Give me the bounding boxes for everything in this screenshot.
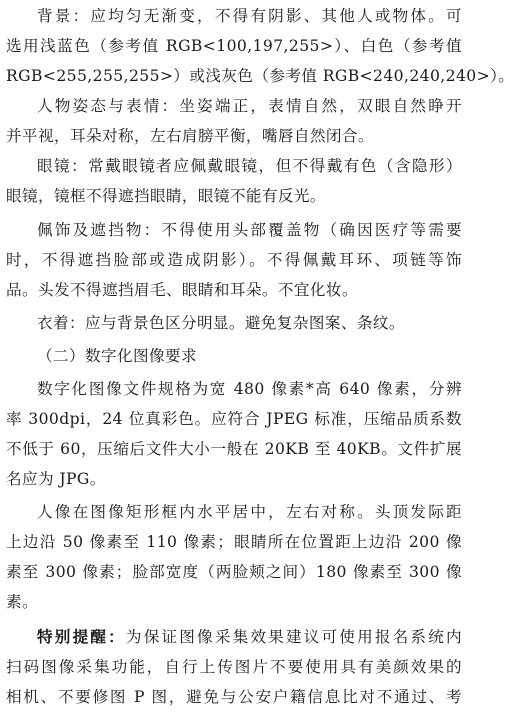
paragraph-posture-line-2: 并平视，耳朵对称，左右肩膀平衡，嘴唇自然闭合。	[6, 127, 374, 145]
paragraph-position-line-1: 人像在图像矩形框内水平居中，左右对称。头顶发际距	[37, 503, 462, 521]
section-heading-digital-image: （二）数字化图像要求	[37, 347, 197, 365]
paragraph-spec-line-4: 名应为 JPG。	[6, 470, 106, 488]
reminder-lead: 特别提醒：	[37, 627, 126, 646]
paragraph-posture-line-1: 人物姿态与表情：坐姿端正，表情自然，双眼自然睁开	[37, 97, 462, 115]
reminder-text: 为保证图像采集效果建议可使用报名系统内	[125, 628, 462, 646]
paragraph-spec-line-1: 数字化图像文件规格为宽 480 像素*高 640 像素，分辨	[37, 380, 462, 398]
paragraph-background-line-3: RGB<255,255,255>）或浅灰色（参考值 RGB<240,240,240>）。	[6, 67, 514, 85]
paragraph-spec-line-3: 不低于 60，压缩后文件大小一般在 20KB 至 40KB。文件扩展	[6, 440, 462, 458]
paragraph-glasses-line-2: 眼镜，镜框不得遮挡眼睛，眼镜不能有反光。	[6, 187, 326, 205]
paragraph-accessories-line-2: 时，不得遮挡脸部或造成阴影）。不得佩戴耳环、项链等饰	[6, 251, 462, 269]
paragraph-reminder-line-2: 扫码图像采集功能，自行上传图片不要使用具有美颜效果的	[6, 658, 462, 676]
paragraph-background-line-2: 选用浅蓝色（参考值 RGB<100,197,255>）、白色（参考值	[6, 37, 462, 55]
paragraph-accessories-line-3: 品。头发不得遮挡眉毛、眼睛和耳朵。不宜化妆。	[6, 281, 358, 299]
paragraph-clothing-line-1: 衣着：应与背景色区分明显。避免复杂图案、条纹。	[37, 314, 405, 332]
paragraph-glasses-line-1: 眼镜：常戴眼镜者应佩戴眼镜，但不得戴有色（含隐形）	[37, 157, 462, 175]
paragraph-background-line-1: 背景：应均匀无渐变，不得有阴影、其他人或物体。可	[37, 7, 462, 25]
paragraph-position-line-3: 素至 300 像素；脸部宽度（两脸颊之间）180 像素至 300 像	[6, 563, 462, 581]
paragraph-position-line-2: 上边沿 50 像素至 110 像素；眼睛所在位置距上边沿 200 像	[6, 533, 462, 551]
paragraph-position-line-4: 素。	[6, 593, 38, 611]
paragraph-reminder-line-3: 相机、不要修图 P 图，避免与公安户籍信息比对不通过、考	[6, 688, 462, 706]
paragraph-reminder-line-1	[6, 622, 462, 652]
paragraph-spec-line-2: 率 300dpi，24 位真彩色。应符合 JPEG 标准，压缩品质系数	[6, 410, 462, 428]
paragraph-accessories-line-1: 佩饰及遮挡物：不得使用头部覆盖物（确因医疗等需要	[37, 221, 462, 239]
